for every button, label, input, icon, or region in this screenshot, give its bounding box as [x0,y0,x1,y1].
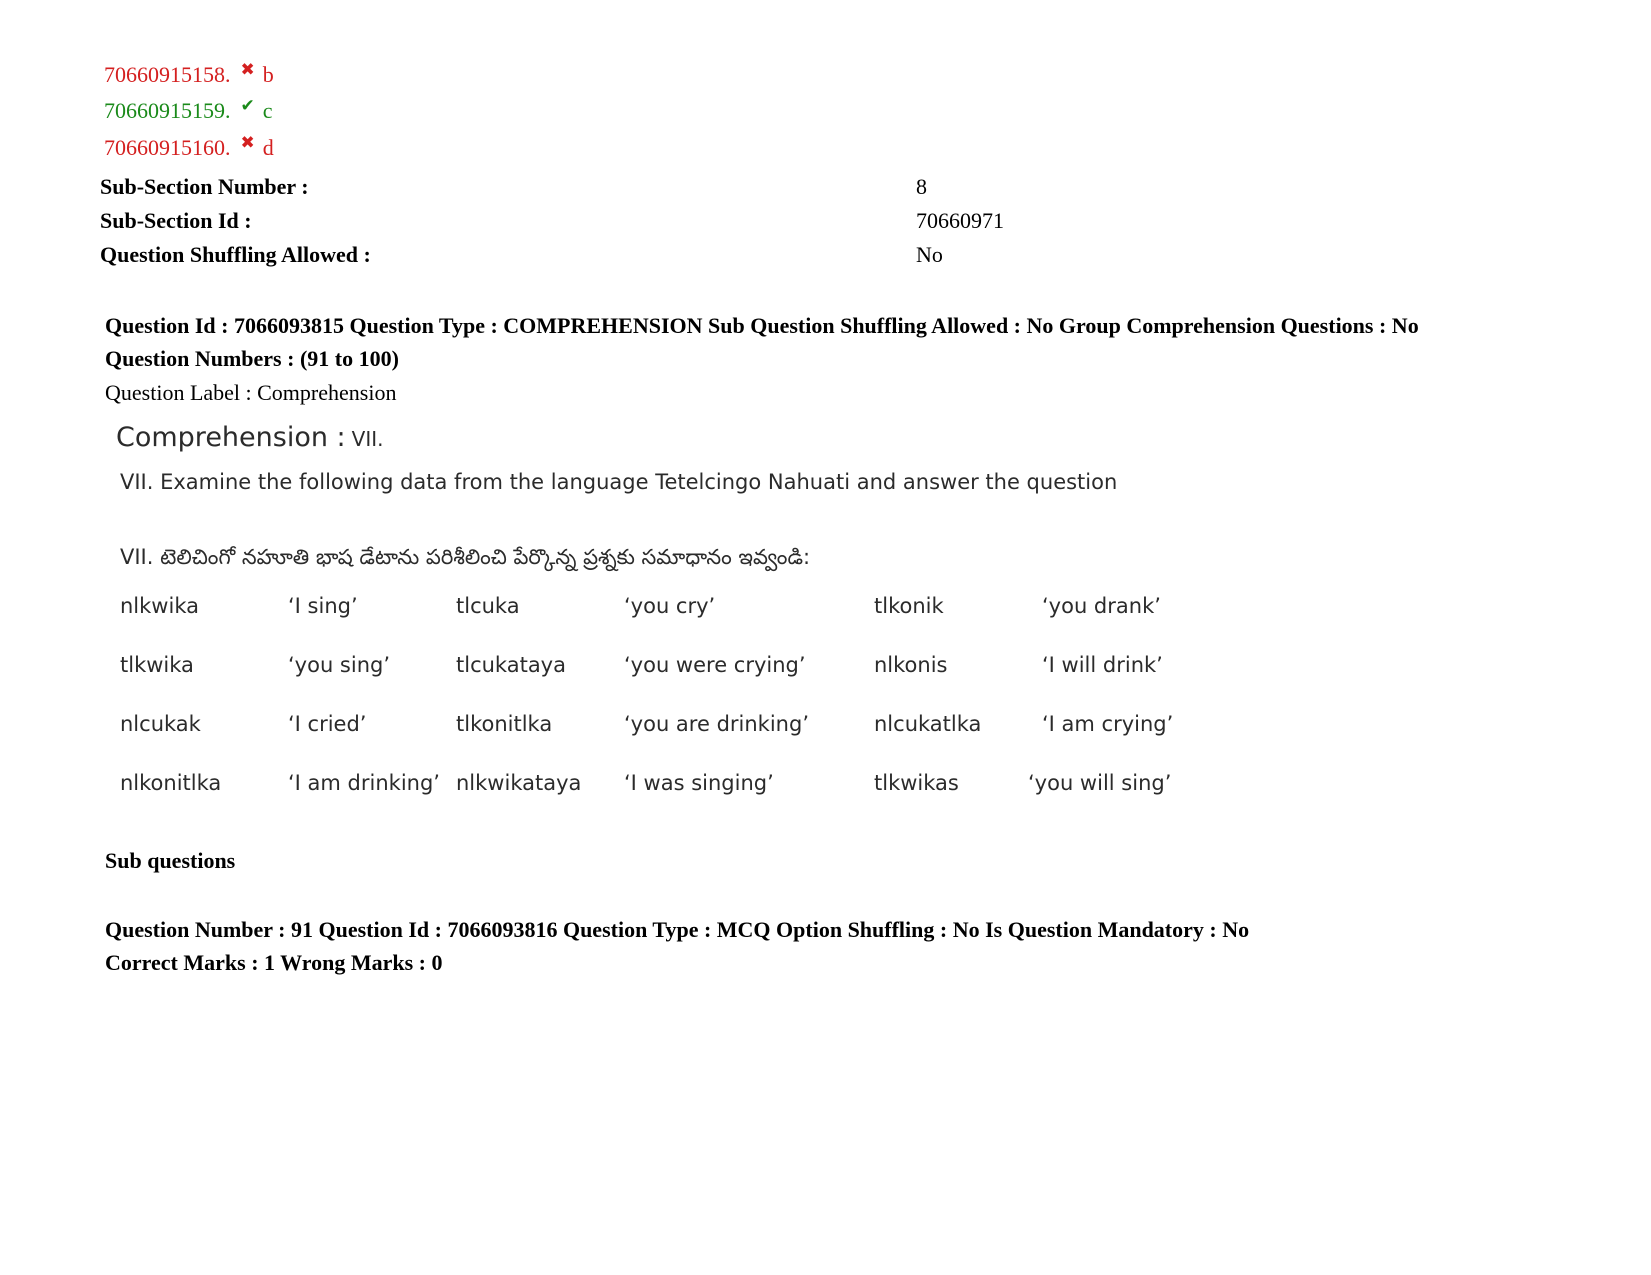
subsection-id-value: 70660971 [916,208,1004,233]
subsection-number-label: Sub-Section Number : [100,174,309,199]
table-cell: nlkonis [874,653,948,677]
option-row [104,62,274,88]
table-cell: ‘you will sing’ [1028,771,1172,795]
sub-question-line: Question Number : 91 Question Id : 7066093816 Question Type : MCQ Option Shuffling : No Is Question Mandatory : No [105,917,1250,942]
option-letter: d [262,135,274,160]
table-cell: ‘you sing’ [288,653,391,677]
table-cell: nlkonitlka [120,771,222,795]
table-cell: ‘I will drink’ [1042,653,1163,677]
comprehension-english-instruction: VII. Examine the following data from the language Tetelcingo Nahuati and answer the question [120,470,1118,494]
table-cell: nlcukatlka [874,712,982,736]
table-cell: ‘you drank’ [1042,594,1161,618]
sub-question-marks: Correct Marks : 1 Wrong Marks : 0 [105,950,443,975]
table-cell: ‘you cry’ [624,594,716,618]
table-cell: tlcukataya [456,653,566,677]
question-shuffling-value: No [916,242,943,267]
table-cell: ‘I am crying’ [1042,712,1174,736]
option-row [104,98,273,124]
cross-icon: ✖ [240,60,255,80]
subsection-id-label: Sub-Section Id : [100,208,252,233]
check-icon: ✔ [240,96,255,116]
subsection-number-value: 8 [916,174,927,199]
table-cell: tlkonik [874,594,944,618]
table-cell: ‘I cried’ [288,712,367,736]
question-shuffling-label: Question Shuffling Allowed : [100,242,371,267]
table-cell: ‘I am drinking’ [288,771,440,795]
option-letter: b [262,62,274,87]
table-cell: ‘you were crying’ [624,653,806,677]
option-id: 70660915159. [104,98,231,123]
comprehension-title-text: Comprehension : [116,422,346,453]
cross-icon: ✖ [240,133,255,153]
option-row [104,135,274,161]
comprehension-title-roman: VII. [351,427,384,451]
comprehension-telugu-instruction: VII. టెలిచింగో నహూతి భాష డేటాను పరిశీలించి పేర్కొన్న ప్రశ్నకు సమాధానం ఇవ్వండి: [120,545,811,569]
question-header [105,309,1625,375]
table-cell: ‘I was singing’ [624,771,774,795]
option-id: 70660915158. [104,62,231,87]
table-cell: ‘you are drinking’ [624,712,809,736]
table-cell: tlkonitlka [456,712,553,736]
table-cell: tlkwikas [874,771,959,795]
comprehension-title [116,422,384,453]
table-cell: tlcuka [456,594,520,618]
sub-questions-heading: Sub questions [105,848,236,873]
table-cell: ‘I sing’ [288,594,358,618]
question-header-line: Question Id : 7066093815 Question Type : COMPREHENSION Sub Question Shuffling Allowed : No Group Comprehension Questions : No [105,313,1419,338]
question-label: Question Label : Comprehension [105,380,397,405]
table-cell: nlcukak [120,712,201,736]
question-numbers: Question Numbers : (91 to 100) [105,346,399,371]
table-cell: nlkwika [120,594,199,618]
sub-question-header [105,913,1249,979]
table-cell: tlkwika [120,653,194,677]
option-letter: c [262,98,273,123]
option-id: 70660915160. [104,135,231,160]
table-cell: nlkwikataya [456,771,582,795]
